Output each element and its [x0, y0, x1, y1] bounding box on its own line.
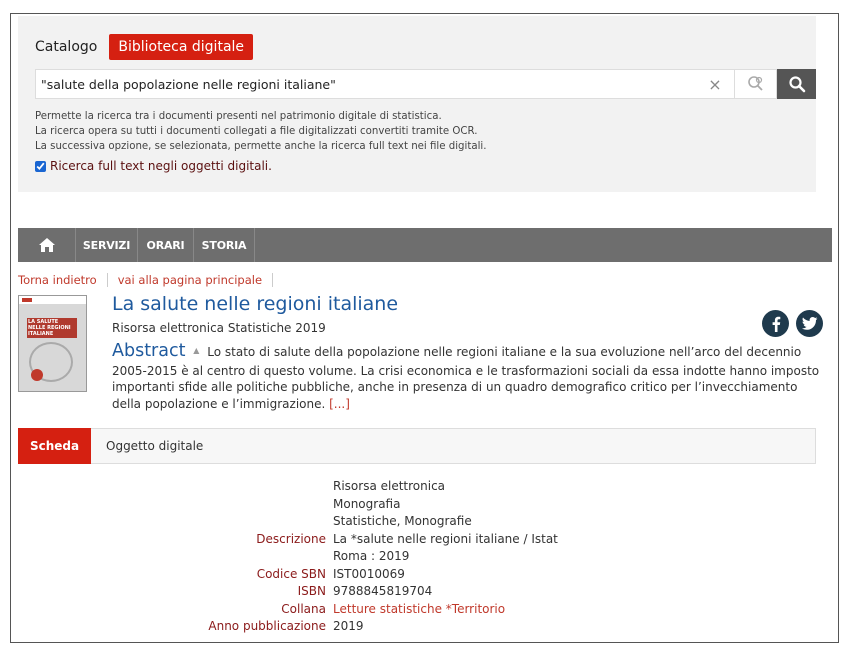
search-box: [35, 69, 816, 99]
twitter-icon: [802, 317, 818, 331]
advanced-search-button[interactable]: [734, 69, 777, 99]
detail-value: 2019: [333, 619, 364, 633]
detail-value: Roma : 2019: [333, 549, 410, 563]
help-line: La successiva opzione, se selezionata, permette anche la ricerca full text nei file digitali.: [35, 141, 487, 152]
tab-biblioteca-digitale[interactable]: Biblioteca digitale: [109, 34, 253, 60]
main-nav: [18, 228, 832, 262]
record-details: [0, 478, 850, 636]
record-subtitle: Risorsa elettronica Statistiche 2019: [112, 321, 326, 335]
detail-label: [0, 478, 333, 496]
search-icon: [788, 75, 806, 93]
search-settings-icon: [747, 75, 765, 93]
tab-scheda[interactable]: Scheda: [18, 428, 91, 464]
home-page-link[interactable]: vai alla pagina principale: [117, 273, 263, 287]
breadcrumb-divider: [107, 273, 108, 287]
cover-badge: [31, 369, 43, 381]
search-panel: [18, 16, 816, 192]
detail-row: [0, 496, 850, 514]
detail-label-isbn: ISBN: [297, 584, 326, 598]
nav-servizi[interactable]: SERVIZI: [76, 228, 138, 262]
breadcrumb-divider: [272, 273, 273, 287]
fulltext-label: Ricerca full text negli oggetti digitali.: [50, 159, 272, 173]
detail-row: [0, 548, 850, 566]
record-title: La salute nelle regioni italiane: [112, 293, 399, 315]
search-scope-tabs: [35, 33, 253, 61]
fulltext-checkbox[interactable]: [35, 161, 46, 172]
home-icon: [38, 237, 56, 253]
detail-value: La *salute nelle regioni italiane / Istat: [333, 531, 558, 546]
detail-row: [0, 566, 850, 584]
istat-logo: [22, 298, 32, 302]
detail-value: Statistiche, Monografie: [333, 514, 472, 528]
search-button[interactable]: [777, 69, 816, 99]
abstract: [112, 343, 827, 412]
detail-row: [0, 513, 850, 531]
nav-storia[interactable]: STORIA: [194, 228, 255, 262]
detail-row: [0, 478, 850, 496]
detail-value: 9788845819704: [333, 584, 433, 598]
detail-row: [0, 618, 850, 636]
fulltext-option[interactable]: [35, 159, 272, 173]
search-help-text: [35, 109, 486, 154]
search-input[interactable]: [35, 69, 696, 99]
detail-row: [0, 601, 850, 619]
cover-title: LA SALUTE NELLE REGIONI ITALIANE: [27, 318, 77, 338]
tab-oggetto-digitale[interactable]: Oggetto digitale: [106, 439, 204, 453]
facebook-share-button[interactable]: [762, 310, 789, 337]
detail-label-anno: Anno pubblicazione: [208, 619, 326, 633]
back-link[interactable]: Torna indietro: [18, 273, 97, 287]
detail-label-codice-sbn: Codice SBN: [256, 566, 326, 581]
detail-label-collana: Collana: [281, 601, 326, 616]
abstract-heading: Abstract: [112, 341, 186, 361]
abstract-text: Lo stato di salute della popolazione nelle regioni italiane e la sua evoluzione nell’arco del decennio 2005-2015 è al centro di questo volume. La crisi economica e le trasformazioni sociali da essa indotte hanno imposto importanti sfide alle politiche pubbliche, anche in presenza di un quadro demografico critico per l’invecchiamento della popolazione e l’immigrazione.: [112, 345, 820, 411]
detail-label: [0, 513, 333, 531]
clear-search-button[interactable]: ×: [696, 69, 734, 99]
detail-row: [0, 583, 850, 601]
nav-home[interactable]: [18, 228, 76, 262]
abstract-toggle-icon[interactable]: ▲: [193, 346, 200, 355]
detail-label-descrizione: Descrizione: [256, 531, 326, 546]
detail-value: IST0010069: [333, 566, 405, 581]
breadcrumb: [18, 273, 283, 287]
detail-value: Monografia: [333, 496, 401, 511]
help-line: La ricerca opera su tutti i documenti collegati a file digitalizzati convertiti tramite OCR.: [35, 126, 478, 137]
book-cover[interactable]: [18, 295, 87, 392]
collana-link[interactable]: Letture statistiche *Territorio: [333, 601, 506, 616]
twitter-share-button[interactable]: [796, 310, 823, 337]
abstract-more-link[interactable]: [...]: [329, 396, 350, 411]
help-line: Permette la ricerca tra i documenti presenti nel patrimonio digitale di statistica.: [35, 111, 442, 122]
detail-value: Risorsa elettronica: [333, 479, 446, 493]
tab-catalogo[interactable]: Catalogo: [35, 39, 98, 55]
record-tabs: [18, 428, 816, 464]
detail-value: [333, 601, 505, 619]
social-share: [762, 310, 823, 337]
detail-label: [0, 548, 333, 566]
facebook-icon: [769, 316, 783, 332]
nav-orari[interactable]: ORARI: [138, 228, 194, 262]
detail-label: [0, 496, 333, 514]
detail-row: [0, 531, 850, 549]
